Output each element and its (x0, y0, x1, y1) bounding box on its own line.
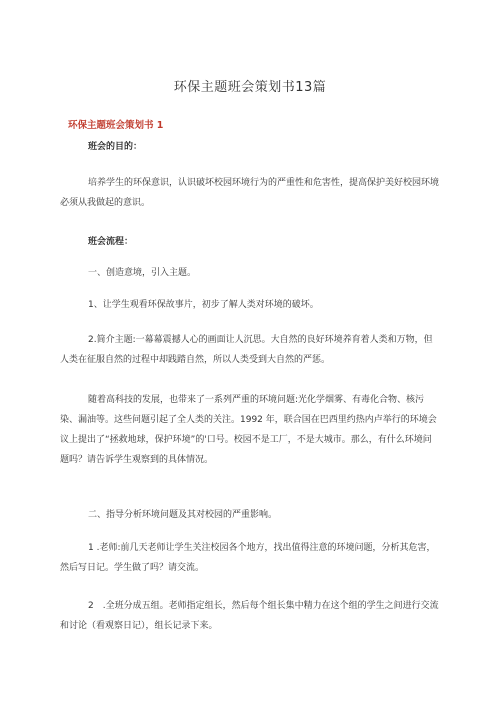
purpose-text: 培养学生的环保意识，认识破坏校园环境行为的严重性和危害性，提高保护美好校园环境必须从我做起的意识。 (60, 178, 440, 208)
step-2-2: 2 .全班分成五组。老师指定组长，然后每个组长集中精力在这个组的学生之间进行交流和讨论（看观察日记），组长记录下来。 (60, 601, 439, 631)
step-2: 二、指导分析环境问题及其对校园的严重影响。 (88, 510, 278, 520)
step-2-1: 1 .老师:前几天老师让学生关注校园各个地方，找出值得注意的环境问题，分析其危害，然后写日记。学生做了吗？请交流。 (60, 543, 436, 573)
paragraph-tech: 随着高科技的发展，也带来了一系列严重的环境问题:光化学烟雾、有毒化合物、核污染、漏油等。这些问题引起了全人类的关注。1992 年，联合国在巴西里约热内卢举行的环境会议上提出了“拯救地球，保护环境”的'口号。校园不是工厂，不是大城市。那么，有什么环境问题吗？请告诉学生观察到的具体情况。 (60, 395, 437, 465)
section-heading: 环保主题班会策划书 1 (68, 120, 164, 131)
step-1: 一、创造意境，引入主题。 (88, 268, 197, 278)
process-heading: 班会流程： (88, 237, 134, 247)
document-title: 环保主题班会策划书13篇 (173, 80, 327, 95)
purpose-heading: 班会的目的： (88, 142, 143, 152)
step-1-1: 1、让学生观看环保故事片，初步了解人类对环境的破坏。 (88, 300, 319, 310)
step-1-2: 2.简介主题:一幕幕震撼人心的画面让人沉思。大自然的良好环境养育着人类和万物，但人类在征服自然的过程中却践踏自然，所以人类受到大自然的严惩。 (60, 335, 433, 365)
